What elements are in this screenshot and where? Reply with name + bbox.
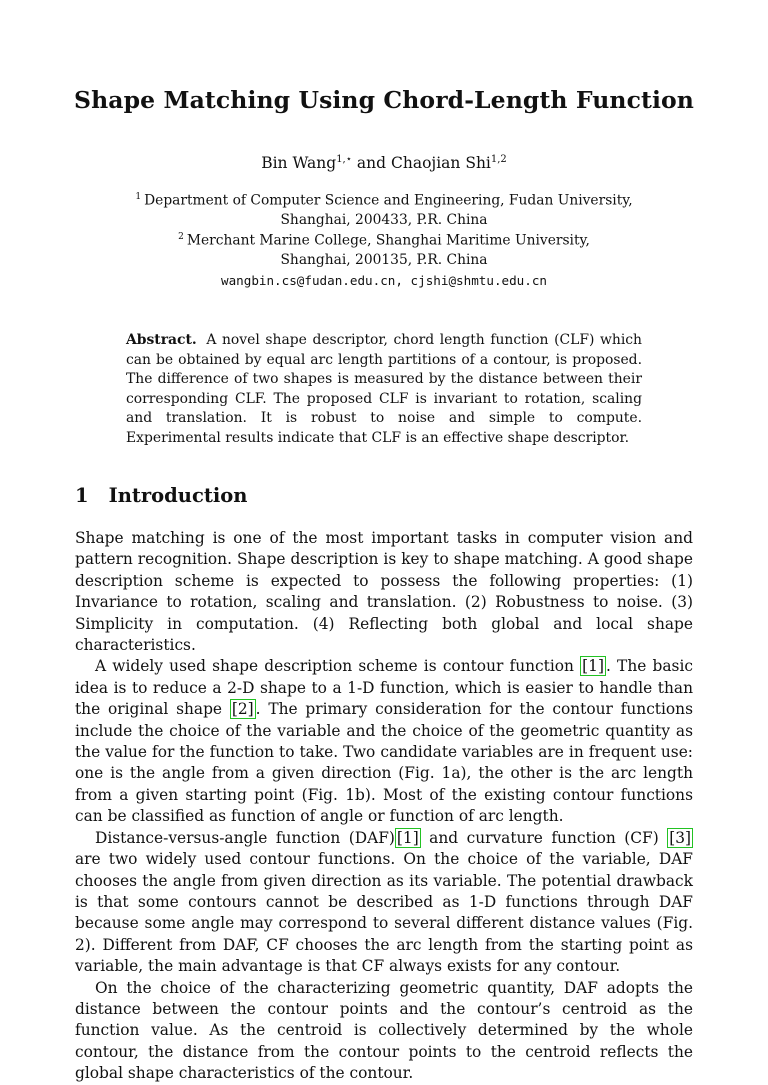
affiliation-mark: 1: [135, 192, 142, 202]
paragraph: [75, 656, 693, 827]
author-name: Bin Wang: [261, 154, 337, 173]
citation-link[interactable]: [1]: [396, 828, 419, 847]
paragraph-text: A widely used shape description scheme is contour function: [95, 657, 581, 676]
body-text: [75, 528, 693, 1085]
affiliation-1-line-1: [0, 192, 768, 209]
paragraph: Shape matching is one of the most important tasks in computer vision and pattern recognition. Shape description is key to shape matching. A good shape description scheme is expected to possess the following properties: (1) Invariance to rotation, scaling and translation. (2) Robustness to noise. (3) Simplicity in computation. (4) Reflecting both global and local shape characteristics.: [75, 529, 693, 655]
citation-link[interactable]: [1]: [582, 657, 604, 676]
citation-link[interactable]: [2]: [231, 700, 254, 719]
section-title: Introduction: [108, 484, 248, 507]
affiliation-text: Shanghai, 200433, P.R. China: [280, 212, 488, 228]
author-name: Chaojian Shi: [391, 154, 491, 173]
paragraph: [75, 828, 693, 978]
paragraph-text: . The basic idea is to reduce a 2-D shape to a 1-D function, which is easier to handle than the original shape: [75, 657, 694, 719]
paragraph-text: Distance-versus-angle function (DAF): [95, 828, 395, 847]
author-affiliation-mark: 1,⋆: [336, 154, 352, 165]
author-affiliation-mark: 1,2: [490, 154, 507, 165]
section-number: 1: [75, 484, 89, 507]
paragraph: On the choice of the characterizing geometric quantity, DAF adopts the distance between the contour points and the contour’s centroid as the function value. As the centroid is collectively determined by the whole contour, the distance from the contour points to the centroid reflects the global shape characteristics of the contour.: [75, 978, 693, 1083]
paragraph-text: . The primary consideration for the contour functions include the choice of the variable and the choice of the geometric quantity as the value for the function to take. Two candidate variables are in frequent use: one is the angle from a given direction (Fig. 1a), the other is the arc length from a given starting point (Fig. 1b). Most of the existing contour functions can be classified as function of angle or function of arc length.: [75, 700, 693, 826]
author-conjunction: and: [352, 154, 391, 173]
section-heading: [75, 484, 247, 507]
abstract-label: Abstract.: [126, 332, 197, 348]
affiliation-text: Department of Computer Science and Engineering, Fudan University,: [144, 192, 633, 209]
author-line: [0, 154, 768, 172]
paragraph-text: are two widely used contour functions. On the choice of the variable, DAF chooses the angle from given direction as its variable. The potential drawback is that some contours cannot be described as 1-D functions through DAF because some angle may correspond to several different distance values (Fig. 2). Different from DAF, CF chooses the arc length from the starting point as variable, the main advantage is that CF always exists for any contour.: [75, 850, 693, 976]
citation-link[interactable]: [3]: [669, 828, 691, 847]
abstract: [126, 331, 642, 449]
affiliation-text: Shanghai, 200135, P.R. China: [280, 252, 488, 268]
paragraph-text: and curvature function (CF): [420, 828, 668, 847]
affiliation-1-line-2: [0, 212, 768, 228]
paper-title: Shape Matching Using Chord-Length Function: [74, 86, 694, 114]
affiliation-2-line-1: [0, 232, 768, 249]
abstract-text: A novel shape descriptor, chord length function (CLF) which can be obtained by equal arc length partitions of a contour, is proposed. The difference of two shapes is measured by the distance between their corresponding CLF. The proposed CLF is invariant to rotation, scaling and translation. It is robust to noise and simple to compute. Experimental results indicate that CLF is an effective shape descriptor.: [126, 332, 642, 446]
affiliation-text: Merchant Marine College, Shanghai Maritime University,: [186, 232, 590, 249]
author-emails: wangbin.cs@fudan.edu.cn, cjshi@shmtu.edu.cn: [220, 273, 548, 288]
affiliation-2-line-2: [0, 252, 768, 268]
affiliation-mark: 2: [178, 232, 184, 242]
